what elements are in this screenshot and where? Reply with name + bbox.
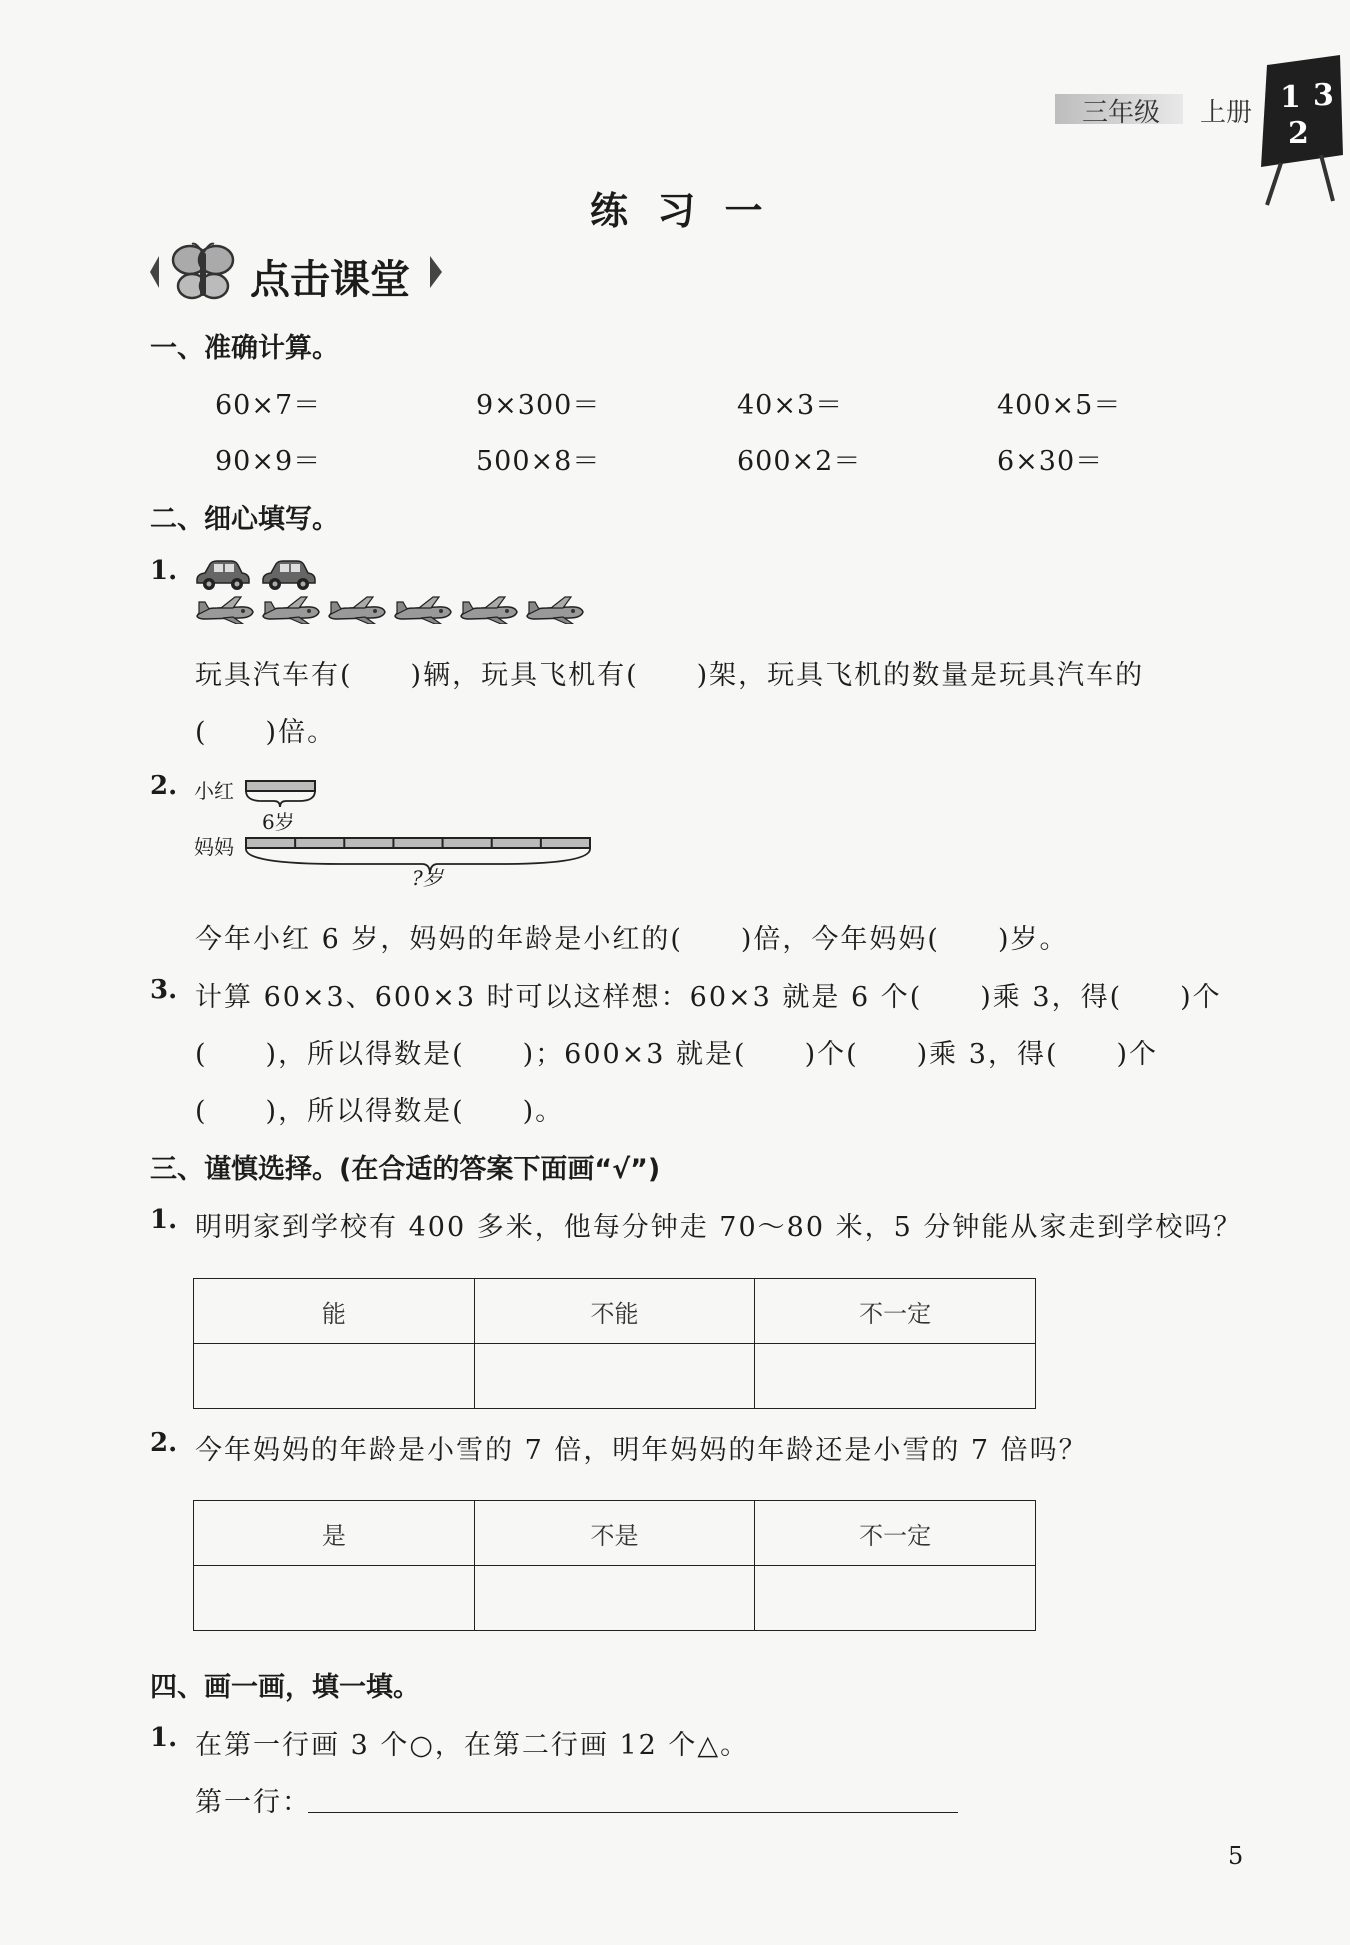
answer-cell[interactable] (194, 1566, 475, 1631)
answer-cell[interactable] (474, 1566, 755, 1631)
calc-item: 40×3＝ (737, 390, 844, 421)
calc-item: 90×9＝ (215, 446, 322, 477)
answer-cell[interactable] (194, 1344, 475, 1409)
section-1-heading: 一、准确计算。 (150, 333, 339, 364)
toy-plane-icon (261, 594, 321, 628)
toy-plane-icon (327, 594, 387, 628)
answer-table-2 (193, 1500, 1036, 1631)
age-diagram (190, 770, 610, 890)
question-text: 今年小红 6 岁，妈妈的年龄是小红的( )倍，今年妈妈( )岁。 (195, 924, 1069, 955)
option-header: 不是 (474, 1501, 755, 1566)
drawing-line[interactable] (308, 1812, 958, 1813)
question-number: 2. (150, 1428, 178, 1458)
option-header: 能 (194, 1279, 475, 1344)
toy-plane-icon (195, 594, 255, 628)
mama-bar-outline (246, 838, 590, 848)
question-text: 玩具汽车有( )辆，玩具飞机有( )架，玩具飞机的数量是玩具汽车的 (195, 660, 1145, 691)
chalkboard-logo-icon (1255, 55, 1345, 210)
mama-bar (246, 838, 590, 848)
question-text: ( )倍。 (195, 717, 337, 748)
logo-digit-1: 1 (1280, 80, 1301, 115)
page-title: 练 习 一 (590, 189, 771, 233)
volume-label: 上册 (1200, 98, 1253, 128)
section-2-heading: 二、细心填写。 (150, 504, 339, 535)
calc-item: 400×5＝ (997, 390, 1122, 421)
option-header: 不一定 (755, 1501, 1036, 1566)
page-number: 5 (1228, 1842, 1244, 1870)
question-text: 今年妈妈的年龄是小雪的 7 倍，明年妈妈的年龄还是小雪的 7 倍吗？ (195, 1435, 1088, 1466)
calc-item: 600×2＝ (737, 446, 862, 477)
answer-cell[interactable] (474, 1344, 755, 1409)
label-mama: 妈妈 (194, 835, 234, 859)
answer-cell[interactable] (755, 1344, 1036, 1409)
row-label: 第一行： (195, 1787, 311, 1818)
calc-item: 500×8＝ (476, 446, 601, 477)
brace-label-top: 6岁 (262, 810, 295, 834)
top-brace (246, 791, 315, 807)
question-number: 2. (150, 771, 178, 801)
brace-label-bottom: ?岁 (412, 866, 443, 890)
question-text: 在第一行画 3 个○，在第二行画 12 个△。 (195, 1730, 750, 1761)
calc-item: 9×300＝ (476, 390, 601, 421)
answer-table-1 (193, 1278, 1036, 1409)
toy-plane-icon (393, 594, 453, 628)
xiaohong-bar (246, 781, 315, 791)
question-number: 1. (150, 1723, 178, 1753)
toy-plane-icon (459, 594, 519, 628)
option-header: 不一定 (755, 1279, 1036, 1344)
option-header: 是 (194, 1501, 475, 1566)
question-number: 1. (150, 1205, 178, 1235)
question-number: 3. (150, 975, 178, 1005)
butterfly-icon (150, 240, 260, 305)
question-text: ( )，所以得数是( )；600×3 就是( )个( )乘 3，得( )个 (195, 1039, 1159, 1070)
question-number: 1. (150, 556, 178, 586)
toy-plane-icon (525, 594, 585, 628)
section-4-heading: 四、画一画，填一填。 (150, 1672, 420, 1703)
calc-item: 6×30＝ (997, 446, 1104, 477)
banner-end-icon (428, 256, 444, 288)
logo-digit-2: 2 (1288, 116, 1309, 151)
question-text: ( )，所以得数是( )。 (195, 1096, 565, 1127)
label-xiaohong: 小红 (194, 779, 234, 803)
section-3-heading: 三、谨慎选择。(在合适的答案下面画“√”) (150, 1154, 661, 1185)
logo-digit-3: 3 (1313, 78, 1334, 113)
calc-item: 60×7＝ (215, 390, 322, 421)
toy-car-icon (261, 558, 317, 596)
grade-label: 三年级 (1082, 98, 1161, 128)
question-text: 计算 60×3、600×3 时可以这样想：60×3 就是 6 个( )乘 3，得( )个 (195, 982, 1222, 1013)
question-text: 明明家到学校有 400 多米，他每分钟走 70～80 米，5 分钟能从家走到学校吗？ (195, 1212, 1243, 1243)
banner-label: 点击课堂 (250, 257, 410, 303)
toy-car-icon (195, 558, 251, 596)
option-header: 不能 (474, 1279, 755, 1344)
answer-cell[interactable] (755, 1566, 1036, 1631)
